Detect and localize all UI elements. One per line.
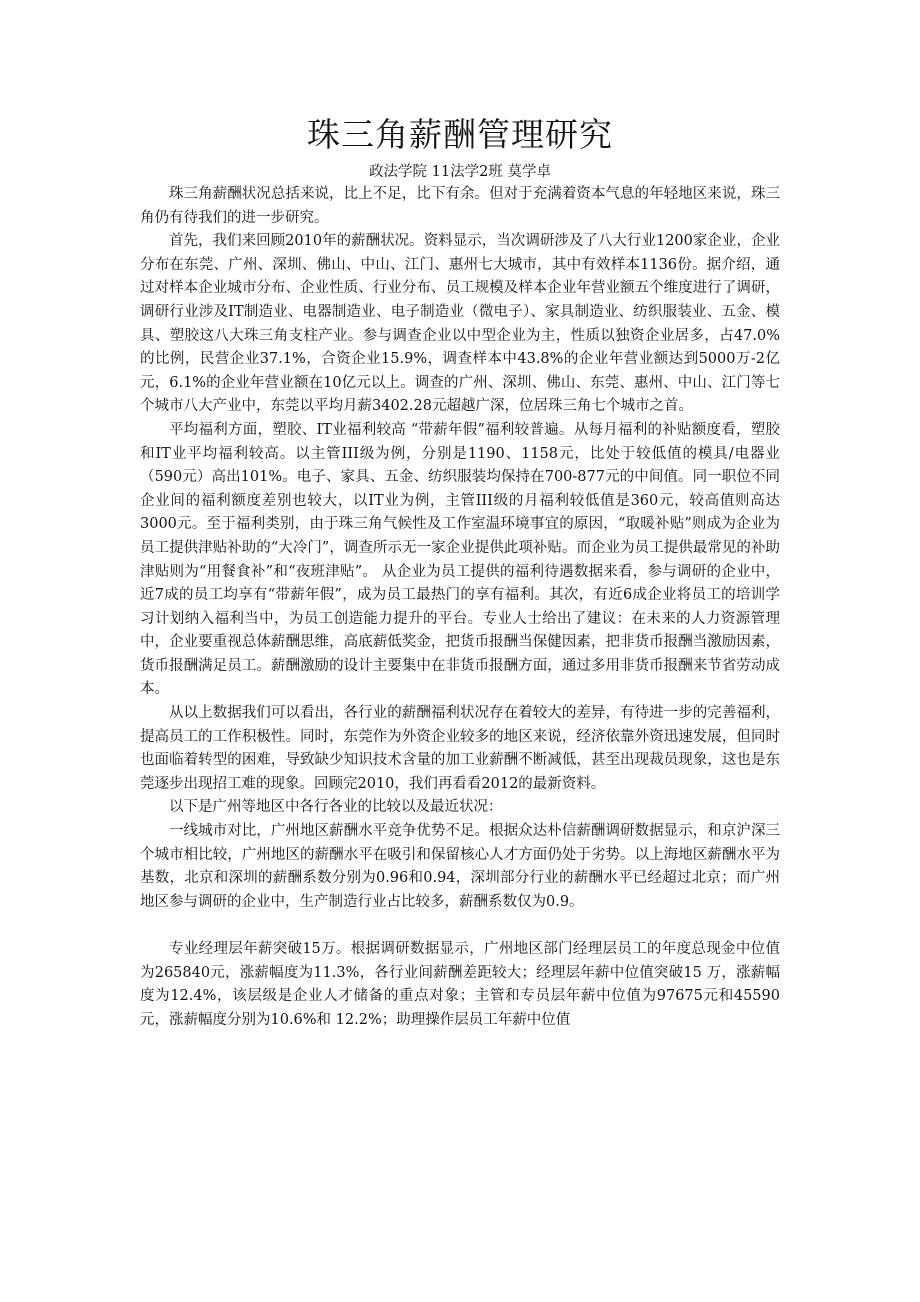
paragraph-analysis: 从以上数据我们可以看出，各行业的薪酬福利状况存在着较大的差异，有待进一步的完善福利，提高员工的工作积极性。同时，东莞作为外资企业较多的地区来说，经济依靠外资迅速发展，但同时也面临着转型的困难，导致缺少知识技术含量的加工业薪酬不断减低，甚至出现裁员现象，这也是东莞逐步出现招工难的现象。回顾完2010，我们再看看2012的最新资料。: [140, 705, 780, 792]
paragraph-intro: 珠三角薪酬状况总括来说，比上不足，比下有余。但对于充满着资本气息的年轻地区来说，珠三角仍有待我们的进一步研究。: [140, 186, 780, 226]
author-line: 政法学院 11法学2班 莫学卓: [369, 164, 551, 180]
blank-line: [140, 914, 780, 938]
paragraph-comparison-intro: 以下是广州等地区中各行各业的比较以及最近状况：: [169, 799, 503, 816]
document-title: 珠三角薪酬管理研究: [307, 115, 613, 154]
paragraph-city-comparison: 一线城市对比，广州地区薪酬水平竞争优势不足。根据众达朴信薪酬调研数据显示，和京沪深三个城市相比较，广州地区的薪酬水平在吸引和保留核心人才方面仍处于劣势。以上海地区薪酬水平为基数，北京和深圳的薪酬系数分别为0.96和0.94，深圳部分行业的薪酬水平已经超过北京；而广州地区参与调研的企业中，生产制造行业占比较多，薪酬系数仅为0.9。: [140, 823, 780, 910]
paragraph-welfare: 平均福利方面，塑胶、IT业福利较高 “带薪年假”福利较普遍。从每月福利的补贴额度看，塑胶和IT业平均福利较高。以主管III级为例，分别是1190、1158元，比处于较低值的模具/电器业（590元）高出101%。电子、家具、五金、纺织服装均保持在700-877元的中间值。同一职位不同企业间的福利额度差别也较大，以IT业为例，主管III级的月福利较低值是360元，较高值则高达3000元。至于福利类别，由于珠三角气候性及工作室温环境事宜的原因，“取暖补贴”则成为企业为员工提供津贴补助的“大冷门”，调查所示无一家企业提供此项补贴。而企业为员工提供最常见的补助津贴则为“用餐食补”和“夜班津贴”。 从企业为员工提供的福利待遇数据来看，参与调研的企业中，近7成的员工均享有“带薪年假”，成为员工最热门的享有福利。其次，有近6成企业将员工的培训学习计划纳入福利当中，为员工创造能力提升的平台。专业人士给出了建议：在未来的人力资源管理中，企业要重视总体薪酬思维，高底薪低奖金，把货币报酬当保健因素，把非货币报酬当激励因素，货币报酬满足员工。薪酬激励的设计主要集中在非货币报酬方面，通过多用非货币报酬来节省劳动成本。: [140, 421, 780, 698]
paragraph-2010-review: 首先，我们来回顾2010年的薪酬状况。资料显示，当次调研涉及了八大行业1200家企业，企业分布在东莞、广州、深圳、佛山、中山、江门、惠州七大城市，其中有效样本1136份。据介绍，通过对样本企业城市分布、企业性质、行业分布、员工规模及样本企业年营业额五个维度进行了调研，调研行业涉及IT制造业、电器制造业、电子制造业（微电子）、家具制造业、纺织服装业、五金、模具、塑胶这八大珠三角支柱产业。参与调查企业以中型企业为主，性质以独资企业居多，占47.0%的比例，民营企业37.1%，合资企业15.9%，调查样本中43.8%的企业年营业额达到5000万-2亿元，6.1%的企业年营业额在10亿元以上。调查的广州、深圳、佛山、东莞、惠州、中山、江门等七个城市八大产业中，东莞以平均月薪3402.28元超越广深，位居珠三角七个城市之首。: [140, 233, 780, 415]
paragraph-manager-salary: 专业经理层年薪突破15万。根据调研数据显示，广州地区部门经理层员工的年度总现金中位值为265840元，涨薪幅度为11.3%，各行业间薪酬差距较大；经理层年薪中位值突破15 万，涨薪幅度为12.4%，该层级是企业人才储备的重点对象；主管和专员层年薪中位值为97675元和45590元，涨薪幅度分别为10.6%和 12.2%；助理操作层员工年薪中位值: [140, 941, 780, 1028]
document-body: [140, 183, 780, 1032]
